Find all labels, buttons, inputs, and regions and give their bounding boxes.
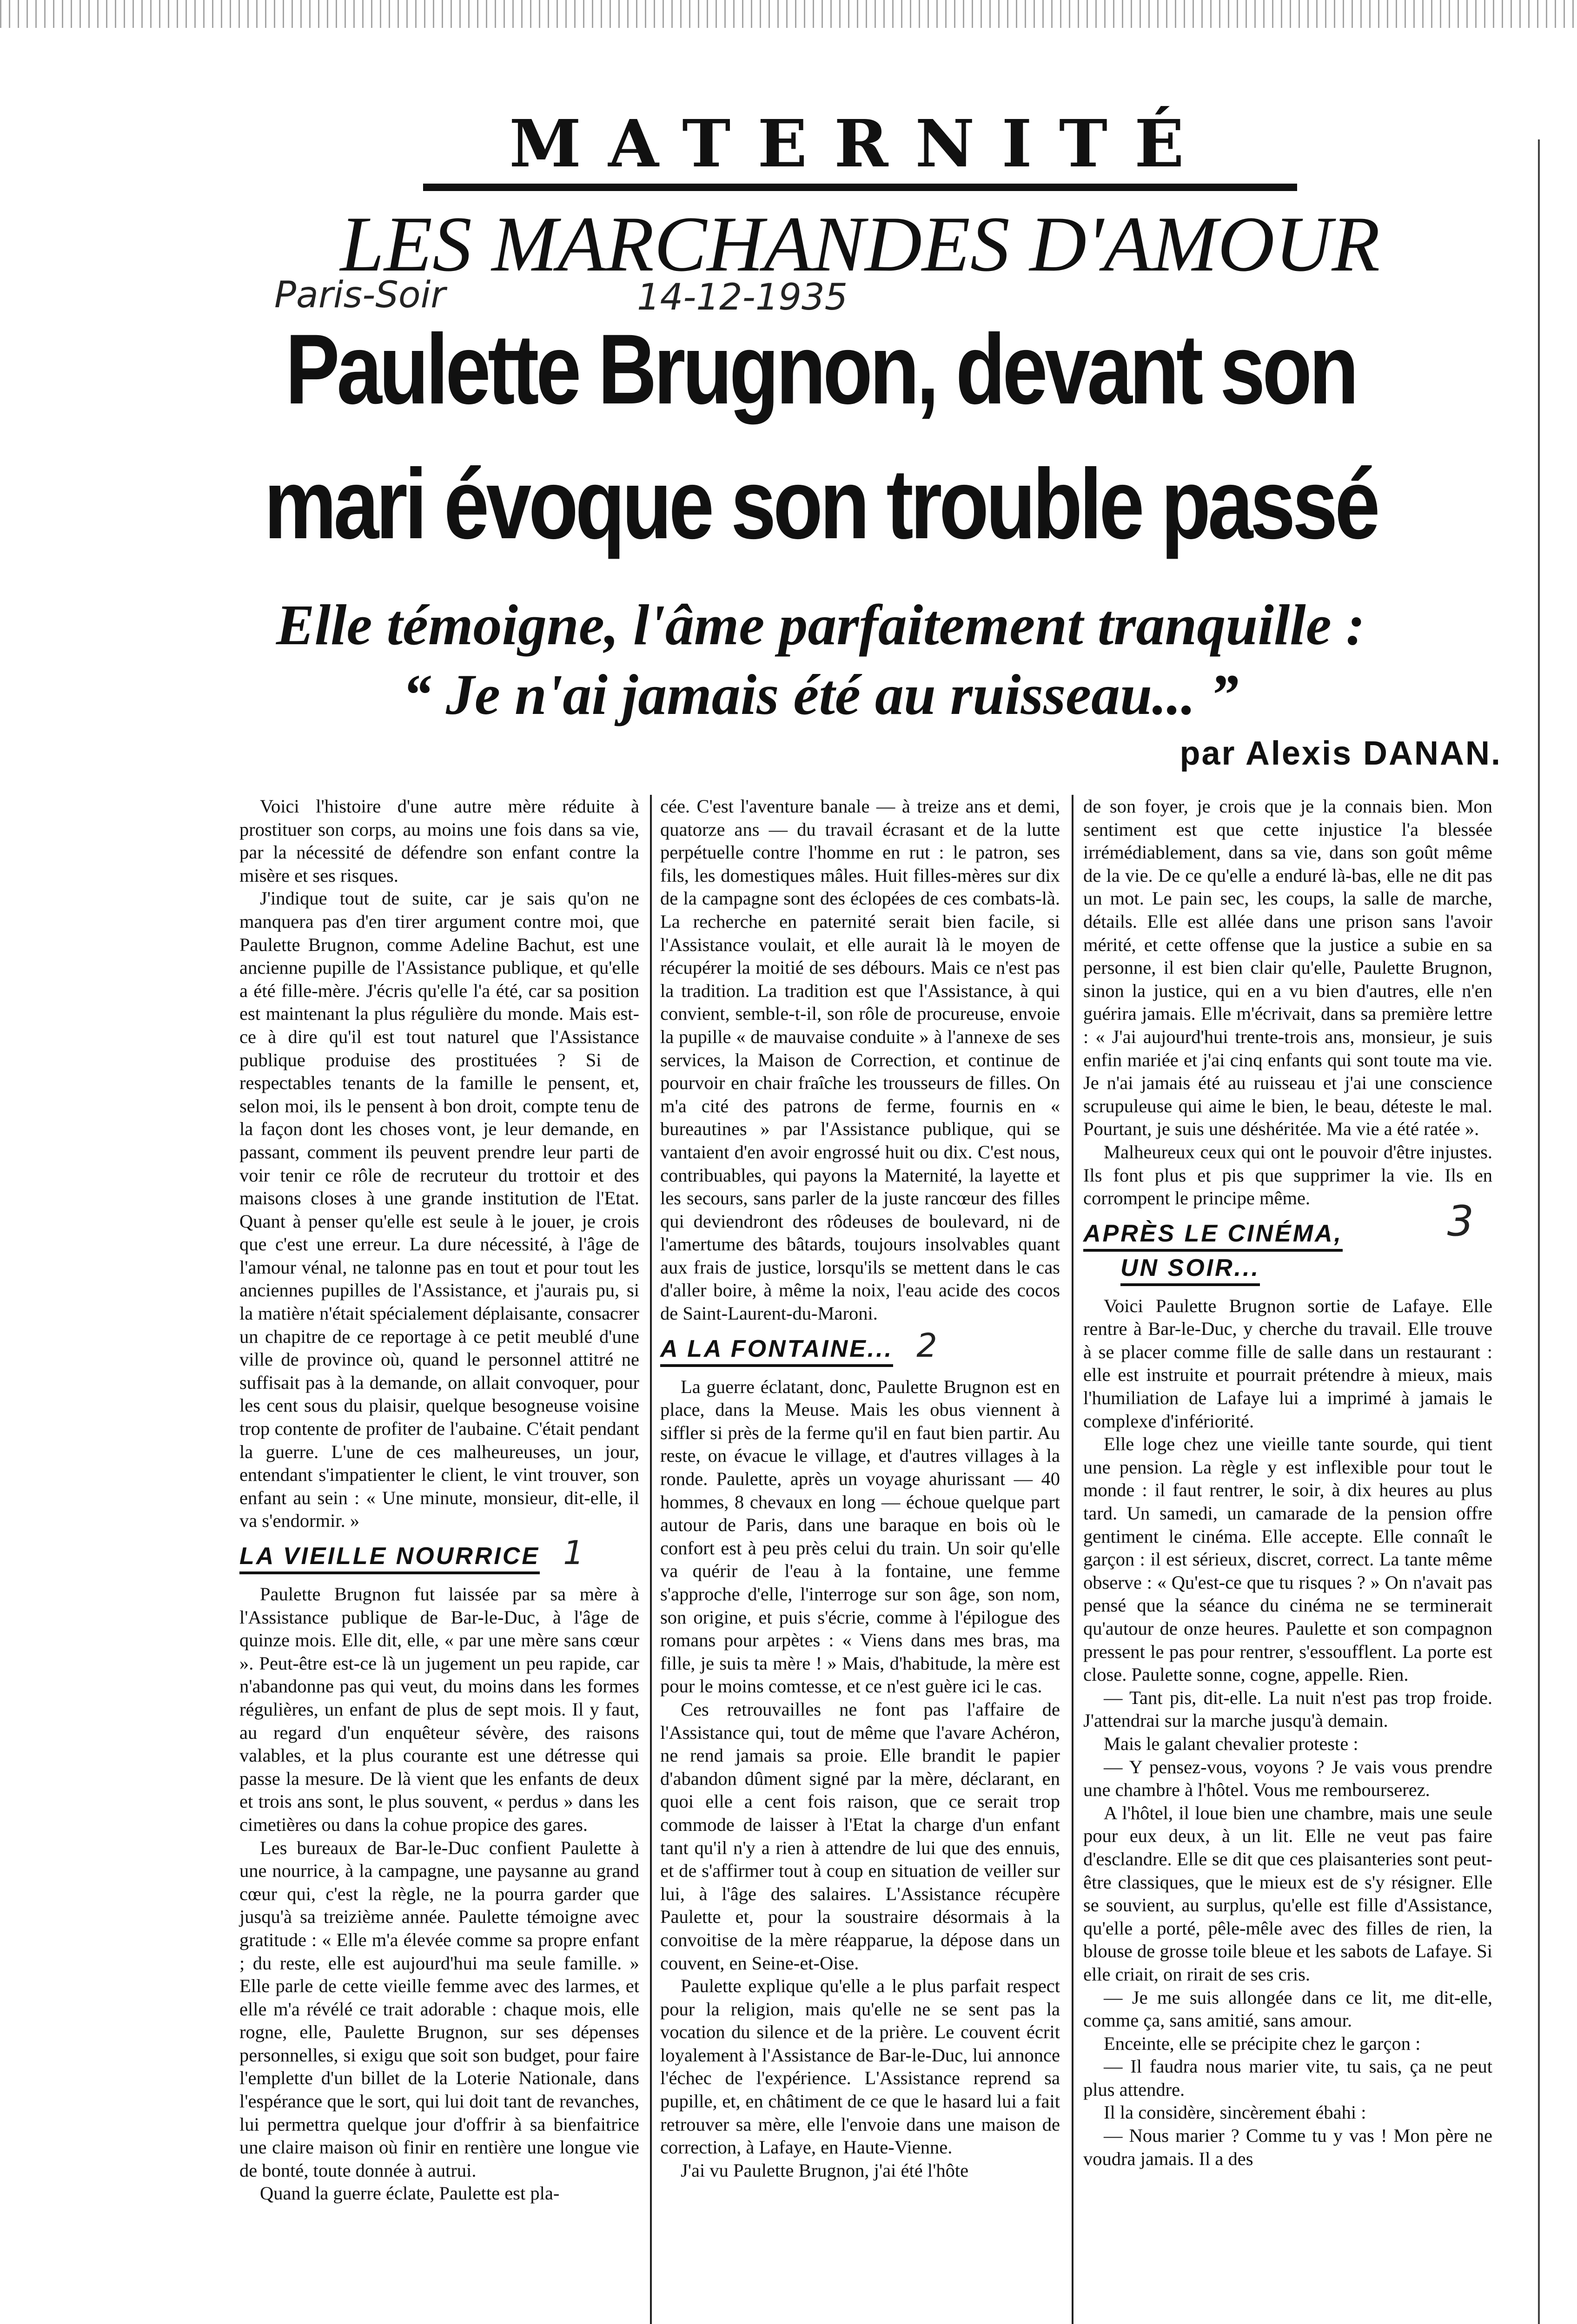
- paragraph: cée. C'est l'aventure banale — à treize ans et demi, quatorze ans — du travail écrasant et de la lutte perpétuelle contre l'homme en rut : le patron, ses fils, les domestiques mâles. Huit filles-mères sur dix de la campagne sont des éclopées de ces combats-là. La recherche en paternité serait bien facile, si l'Assistance voulait, et elle aurait là le moyen de récupérer la moitié de ses débours. Mais ce n'est pas la tradition. La tradition est que l'Assistance, à qui convient, semble-t-il, son rôle de procureuse, envoie la pupille « de mauvaise conduite » à l'annexe de ses services, la Maison de Correction, et continue de pourvoir en chair fraîche les trousseurs de filles. On m'a cité des patrons de ferme, fournis en « bureautines » par l'Assistance publique, qui se vantaient d'en avoir engrossé huit ou dix. C'est nous, contribuables, qui payons la Maternité, la layette et les secours, sans parler de la juste rancœur des filles qui deviendront des rôdeuses de boulevard, ni de l'amertume des bâtards, toujours insolvables quant aux frais de justice, lorsqu'ils se mettent dans le cas d'aller boire, à même la noix, l'eau acide des cocos de Saint-Laurent-du-Maroni.: [660, 796, 1060, 1324]
- headline: Paulette Brugnon, devant son mari évoque son trouble passé: [264, 314, 1377, 560]
- handwritten-number: 1: [563, 1534, 584, 1572]
- page-edge-rule: [1538, 139, 1540, 2324]
- article-column-2: [660, 795, 1060, 2182]
- rubric-underline: [423, 184, 1297, 191]
- handwritten-source: Paris-Soir: [274, 274, 446, 316]
- paragraph: J'ai vu Paulette Brugnon, j'ai été l'hôte: [681, 2159, 969, 2181]
- handwritten-number: 3: [1447, 1196, 1474, 1246]
- paragraph: de son foyer, je crois que je la connais bien. Mon sentiment est que cette injustice l'a blessée irrémédiablement, dans sa vie, dans son goût même de la vie. De ce qu'elle a enduré là-bas, elle ne dit pas un mot. Le pain sec, les coups, la salle de marche, détails. Elle est allée dans une prison sans l'avoir mérité, et cette offense que la justice a subie en sa personne, il est bien clair qu'elle, Paulette Brugnon, sinon la justice, qui en a vu bien d'autres, elle n'en guérira jamais. Elle m'écrivait, dans sa première lettre : « J'ai aujourd'hui trente-trois ans, monsieur, je suis enfin mariée et j'ai cinq enfants qui sont toute ma vie. Je n'ai jamais été au ruisseau et j'ai une conscience scrupuleuse qui aime le bien, le beau, déteste le mal. Pourtant, je suis une déshéritée. Ma vie a été ratée ».: [1083, 796, 1492, 1140]
- paragraph: Paulette Brugnon fut laissée par sa mère à l'Assistance publique de Bar-le-Duc, à l'âge de quinze mois. Elle dit, elle, « par une mère sans cœur ». Peut-être est-ce là un jugement un peu rapide, car n'abandonne pas qui veut, du moins dans les formes régulières, un enfant de plus de sept mois. Il y faut, au regard d'un enquêteur sévère, des raisons valables, et la plus courante est une détresse qui passe la mesure. De là vient que les enfants de deux et trois ans sont, le plus souvent, « perdus » dans les cimetières ou dans la cohue propice des gares.: [239, 1584, 639, 1835]
- paragraph: Paulette explique qu'elle a le plus parfait respect pour la religion, mais qu'elle ne se sent pas la vocation du silence et de la prière. Le couvent écrit loyalement à l'Assistance de Bar-le-Duc, lui annonce l'échec de l'expérience. L'Assistance reprend sa pupille, et, en châtiment de ce que le hasard lui a fait retrouver sa mère, elle l'envoie dans une maison de correction, à Lafaye, en Haute-Vienne.: [660, 1975, 1060, 2158]
- byline: par Alexis DANAN.: [1179, 735, 1502, 772]
- paragraph: Mais le galant chevalier proteste :: [1104, 1733, 1358, 1754]
- paragraph: Quand la guerre éclate, Paulette est pla-: [260, 2183, 560, 2204]
- crosshead: A LA FONTAINE...: [660, 1335, 893, 1367]
- paragraph: Elle loge chez une vieille tante sourde, qui tient une pension. La règle y est inflexible pour tout le monde : il faut rentrer, le soir, à dix heures au plus tard. Un samedi, un camarade de la pension offre gentiment le cinéma. Elle accepte. Elle connaît le garçon : il est sérieux, discret, correct. La tante même observe : « Qu'est-ce que tu risques ? » On n'avait pas pensé que la séance du cinéma ne se terminerait qu'autour de onze heures. Paulette et son compagnon pressent le pas pour rentrer, s'essoufflent. La porte est close. Paulette sonne, cogne, appelle. Rien.: [1083, 1433, 1492, 1685]
- column-rule-1: [650, 795, 652, 2324]
- series-title: LES MARCHANDES D'AMOUR: [340, 200, 1380, 288]
- deck: [139, 590, 1502, 730]
- paragraph: — Il faudra nous marier vite, tu sais, ça ne peut plus attendre.: [1083, 2056, 1492, 2100]
- paragraph: Malheureux ceux qui ont le pouvoir d'être injustes. Ils font plus et pis que supprimer la vie. Ils en corrompent le principe même.: [1083, 1141, 1492, 1209]
- paragraph: — Tant pis, dit-elle. La nuit n'est pas trop froide. J'attendrai sur la marche jusqu'à demain.: [1083, 1687, 1492, 1731]
- article-column-3: [1083, 795, 1492, 2170]
- paragraph: Les bureaux de Bar-le-Duc confient Paulette à une nourrice, à la campagne, une paysanne au grand cœur qui, c'est la règle, ne la pourra garder que jusqu'à sa treizième année. Paulette témoigne avec gratitude : « Elle m'a élevée comme sa propre enfant ; du reste, elle est aujourd'hui ma seule famille. » Elle parle de cette vieille femme avec des larmes, et elle m'a révélé ce trait adorable : chaque mois, elle rogne, elle, Paulette Brugnon, sur ses dépenses personnelles, si exigu que soit son budget, pour faire l'emplette d'un billet de la Loterie Nationale, dans l'espérance que le sort, qui lui doit tant de revanches, lui permettra quelque jour d'offrir à sa bienfaitrice une claire maison où finir en rentière une longue vie de bonté, toute donnée à autrui.: [239, 1837, 639, 2181]
- article-column-1: [239, 795, 639, 2205]
- crosshead: LA VIEILLE NOURRICE: [239, 1543, 540, 1574]
- paragraph: Il la considère, sincèrement ébahi :: [1104, 2102, 1366, 2123]
- handwritten-number: 2: [916, 1326, 937, 1365]
- paragraph: A l'hôtel, il loue bien une chambre, mais une seule pour eux deux, à un lit. Elle ne veut pas faire d'esclandre. Elle se dit que ces plaisanteries sont peut-être classiques, que le mieux est de s'y résigner. Elle se souvient, au surplus, qu'elle est fille d'Assistance, qu'elle a porté, pêle-mêle avec des filles de rien, la blouse de grosse toile bleue et les sabots de Lafaye. Si elle criait, on rirait de ses cris.: [1083, 1802, 1492, 1985]
- scan-edge-noise: [0, 0, 1577, 28]
- paragraph: Ces retrouvailles ne font pas l'affaire de l'Assistance qui, tout de même que l'avare Achéron, ne rend jamais sa proie. Elle brandit le papier d'abandon dûment signé par la mère, déclarant, en quoi elle a cent fois raison, que ce serait trop commode de laisser à l'Etat la charge d'un enfant tant qu'il n'y a rien à attendre de lui que des ennuis, et de s'affirmer tout à coup en situation de veiller sur lui, à l'âge des salaires. L'Assistance récupère Paulette et, pour la soustraire désormais à la convoitise de la mère réapparue, la dépose dans un couvent, en Seine-et-Oise.: [660, 1698, 1060, 1974]
- paragraph: Voici l'histoire d'une autre mère réduite à prostituer son corps, au moins une fois dans sa vie, par la nécessité de défendre son enfant contre la misère et ses risques.: [239, 796, 639, 886]
- column-rule-2: [1072, 795, 1073, 2324]
- deck-line-1: Elle témoigne, l'âme parfaitement tranquille :: [276, 593, 1365, 657]
- paragraph: — Y pensez-vous, voyons ? Je vais vous prendre une chambre à l'hôtel. Vous me rembourserez.: [1083, 1756, 1492, 1801]
- paragraph: La guerre éclatant, donc, Paulette Brugnon est en place, dans la Meuse. Mais les obus viennent à siffler si près de la ferme qu'il en faut bien partir. Au reste, on évacue le village, et d'autres villages à la ronde. Paulette, après un voyage ahurissant — 40 hommes, 8 chevaux en long — échoue quelque part autour de Paris, dans une baraque en bois où le confort est à peu près celui du train. Un soir qu'elle va quérir de l'eau à la fontaine, une femme s'approche d'elle, l'interroge sur son âge, son nom, son origine, et puis s'écrie, comme à l'épilogue des romans pour arpètes : « Viens dans mes bras, ma fille, je suis ta mère ! » Mais, d'habitude, la mère est pour le moins comtesse, et ce n'est guère ici le cas.: [660, 1376, 1060, 1697]
- rubric-title: MATERNITÉ: [509, 106, 1211, 182]
- paragraph: Enceinte, elle se précipite chez le garçon :: [1104, 2033, 1421, 2054]
- handwritten-date: 14-12-1935: [637, 277, 848, 318]
- paragraph: — Je me suis allongée dans ce lit, me dit-elle, comme ça, sans amitié, sans amour.: [1083, 1987, 1492, 2031]
- paragraph: — Nous marier ? Comme tu y vas ! Mon père ne voudra jamais. Il a des: [1083, 2125, 1492, 2169]
- paragraph: Voici Paulette Brugnon sortie de Lafaye. Elle rentre à Bar-le-Duc, y cherche du travail. Elle trouve à se placer comme fille de salle dans un restaurant : elle est instruite et pourrait prétendre à mieux, mais l'humiliation de Lafaye lui a imprimé à jamais le complexe d'infériorité.: [1083, 1295, 1492, 1432]
- crosshead: UN SOIR...: [1120, 1254, 1260, 1286]
- deck-line-2: “ Je n'ai jamais été au ruisseau... ”: [402, 663, 1239, 726]
- paragraph: J'indique tout de suite, car je sais qu'on ne manquera pas d'en tirer argument contre moi, que Paulette Brugnon, comme Adeline Bachut, est une ancienne pupille de l'Assistance publique, et qu'elle a été fille-mère. J'écris qu'elle l'a été, car sa position est maintenant la plus régulière du monde. Mais est-ce à dire qu'il est tout naturel que l'Assistance publique produise des prostituées ? Si de respectables tenants de la famille le pensent, et, selon moi, ils le pensent à bon droit, compte tenu de la façon dont les choses vont, je leur demande, en passant, comment ils peuvent prendre leur parti de voir tenir ce rôle de recruteur du trottoir et des maisons closes à une grande institution de l'Etat. Quant à penser qu'elle est seule à le jouer, je crois que c'est une erreur. La dure nécessité, à l'âge de l'amour vénal, ne talonne pas en tout et pour tout les anciennes pupilles de l'Assistance, et j'aurais pu, si la matière n'était spécialement déplaisante, consacrer un chapitre de ce reportage à ce petit meublé d'une ville de province où, quand le personnel attitré ne suffisait pas à la demande, on allait convoquer, pour les cent sous du plaisir, quelque besogneuse voisine trop contente de profiter de l'aubaine. C'était pendant la guerre. L'une de ces malheureuses, un jour, entendant s'impatienter le client, le vint trouver, son enfant au sein : « Une minute, monsieur, dit-elle, il va s'endormir. »: [239, 888, 639, 1532]
- crosshead: APRÈS LE CINÉMA,: [1083, 1220, 1343, 1252]
